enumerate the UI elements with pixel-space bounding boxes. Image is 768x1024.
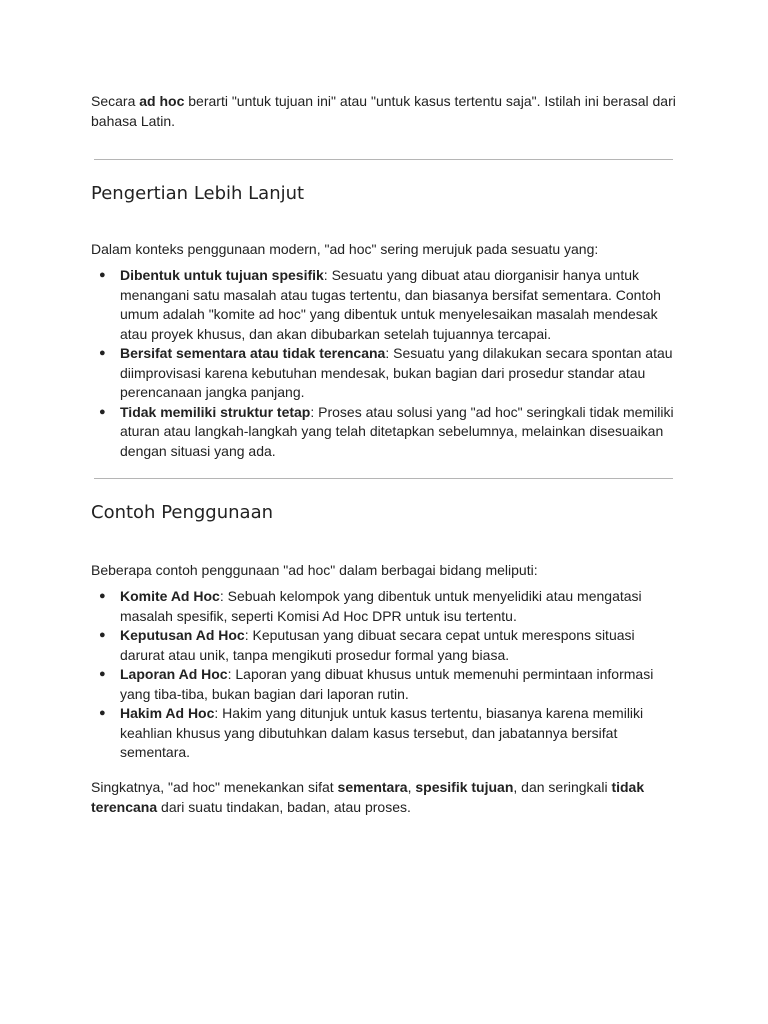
list-item: ● Dibentuk untuk tujuan spesifik: Sesuatu yang dibuat atau diorganisir hanya untuk menangani satu masalah atau tugas tertentu, dan biasanya bersifat sementara. Contoh umum adalah "komite ad hoc" yang dibentuk untuk menyelesaikan masalah mendesak atau proyek khusus, dan akan dibubarkan setelah tujuannya tercapai. bbox=[99, 267, 661, 342]
list-item: ● Bersifat sementara atau tidak terencana: Sesuatu yang dilakukan secara spontan atau diimprovisasi karena kebutuhan mendesak, bukan bagian dari prosedur standar atau perencanaan jangka panjang. bbox=[99, 345, 673, 400]
bullet-icon: ● bbox=[99, 590, 106, 602]
bullet-icon: ● bbox=[99, 405, 106, 418]
bullet-icon: ● bbox=[99, 668, 106, 680]
list-item: ● Laporan Ad Hoc: Laporan yang dibuat khusus untuk memenuhi permintaan informasi yang tiba-tiba, bukan bagian dari laporan rutin. bbox=[99, 666, 654, 702]
definition-list bbox=[91, 266, 676, 461]
divider bbox=[94, 159, 673, 160]
intro-paragraph: Secara ad hoc berarti "untuk tujuan ini" atau "untuk kasus tertentu saja". Istilah ini berasal dari bahasa Latin. bbox=[91, 93, 676, 129]
list-item: ● Tidak memiliki struktur tetap: Proses atau solusi yang "ad hoc" seringkali tidak memiliki aturan atau langkah-langkah yang telah ditetapkan sebelumnya, melainkan disesuaikan dengan situasi yang ada. bbox=[99, 403, 674, 459]
list-item: ● Keputusan Ad Hoc: Keputusan yang dibuat secara cepat untuk merespons situasi darurat atau unik, tanpa mengikuti prosedur formal yang biasa. bbox=[99, 627, 635, 663]
section-heading: Contoh Penggunaan bbox=[91, 502, 274, 523]
bullet-icon: ● bbox=[99, 347, 106, 359]
bullet-icon: ● bbox=[99, 629, 106, 641]
section-heading: Pengertian Lebih Lanjut bbox=[91, 183, 305, 204]
bullet-icon: ● bbox=[99, 269, 106, 281]
bullet-icon: ● bbox=[99, 707, 106, 719]
divider bbox=[94, 478, 673, 479]
list-item: ● Komite Ad Hoc: Sebuah kelompok yang dibentuk untuk menyelidiki atau mengatasi masalah spesifik, seperti Komisi Ad Hoc DPR untuk isu tertentu. bbox=[99, 588, 642, 624]
section-lead: Beberapa contoh penggunaan "ad hoc" dalam berbagai bidang meliputi: bbox=[91, 562, 538, 578]
section-lead: Dalam konteks penggunaan modern, "ad hoc" sering merujuk pada sesuatu yang: bbox=[91, 241, 599, 257]
summary-paragraph: Singkatnya, "ad hoc" menekankan sifat sementara, spesifik tujuan, dan seringkali tidak terencana dari suatu tindakan, badan, atau proses. bbox=[91, 778, 645, 815]
list-item: ● Hakim Ad Hoc: Hakim yang ditunjuk untuk kasus tertentu, biasanya karena memiliki keahlian khusus yang dibutuhkan dalam kasus tersebut, dan jabatannya bersifat sementara. bbox=[99, 705, 644, 760]
example-list bbox=[91, 587, 676, 763]
